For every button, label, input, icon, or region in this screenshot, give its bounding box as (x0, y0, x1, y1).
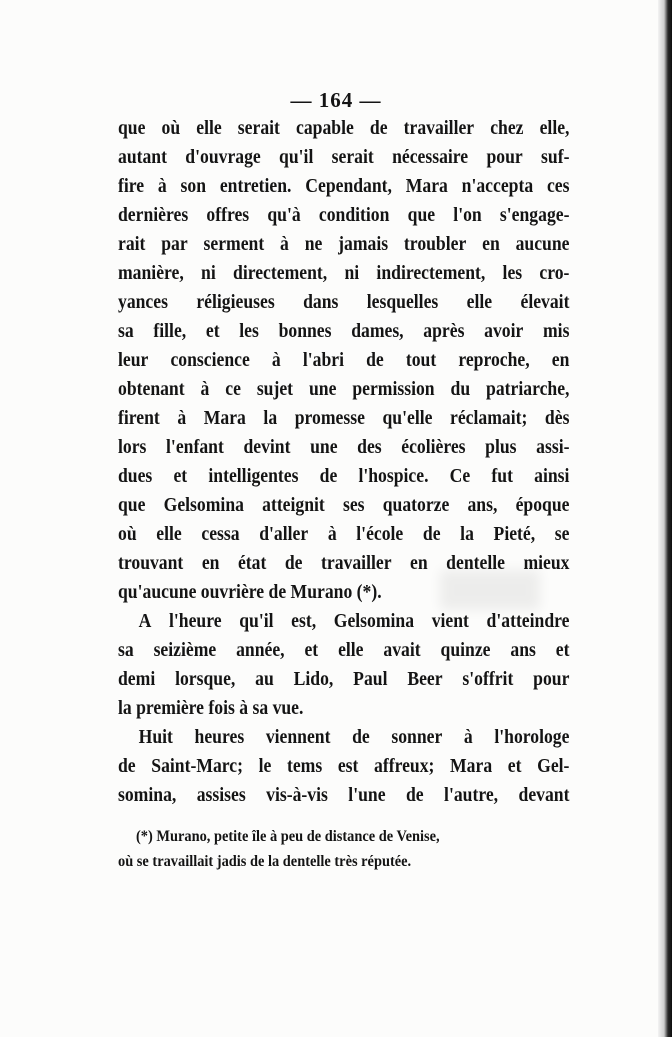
text-line: la première fois à sa vue. (118, 697, 304, 719)
page-number: — 164 — (290, 88, 382, 112)
text-line: leur conscience à l'abri de tout reproche, en (118, 349, 570, 371)
text-line: yances réligieuses dans lesquelles elle élevait (118, 291, 570, 313)
text-line: trouvant en état de travailler en dentelle mieux (118, 552, 570, 574)
text-line: que Gelsomina atteignit ses quatorze ans, époque (118, 494, 570, 516)
text-line: qu'aucune ouvrière de Murano (*). (118, 581, 382, 603)
text-line: lors l'enfant devint une des écolières plus assi- (118, 436, 570, 458)
text-line: rait par serment à ne jamais troubler en aucune (118, 233, 570, 255)
text-line: autant d'ouvrage qu'il serait nécessaire pour suf- (118, 146, 570, 168)
footnote-line: (*) Murano, petite île à peu de distance de Venise, (136, 828, 440, 845)
text-line: firent à Mara la promesse qu'elle réclamait; dès (118, 407, 570, 429)
text-line: obtenant à ce sujet une permission du patriarche, (118, 378, 570, 400)
text-line: fire à son entretien. Cependant, Mara n'accepta ces (118, 175, 570, 197)
footnote-line: où se travaillait jadis de la dentelle très réputée. (118, 853, 412, 870)
text-line: dernières offres qu'à condition que l'on s'engage- (118, 204, 570, 226)
text-line: dues et intelligentes de l'hospice. Ce fut ainsi (118, 465, 570, 487)
text-line: sa seizième année, et elle avait quinze ans et (118, 639, 570, 661)
text-line: sa fille, et les bonnes dames, après avoir mis (118, 320, 570, 342)
text-line: demi lorsque, au Lido, Paul Beer s'offrit pour (118, 668, 570, 690)
text-line: Huit heures viennent de sonner à l'horologe (138, 726, 570, 748)
text-line: manière, ni directement, ni indirectement, les cro- (118, 262, 570, 284)
text-line: où elle cessa d'aller à l'école de la Pieté, se (118, 523, 570, 545)
footnote (118, 824, 440, 874)
text-line: A l'heure qu'il est, Gelsomina vient d'atteindre (138, 610, 570, 632)
body-text (118, 114, 570, 810)
text-line: de Saint-Marc; le tems est affreux; Mara et Gel- (118, 755, 570, 777)
text-line: que où elle serait capable de travailler chez elle, (118, 117, 570, 139)
text-line: somina, assises vis-à-vis l'une de l'autre, devant (118, 784, 570, 806)
page-edge-shadow (658, 0, 672, 1037)
